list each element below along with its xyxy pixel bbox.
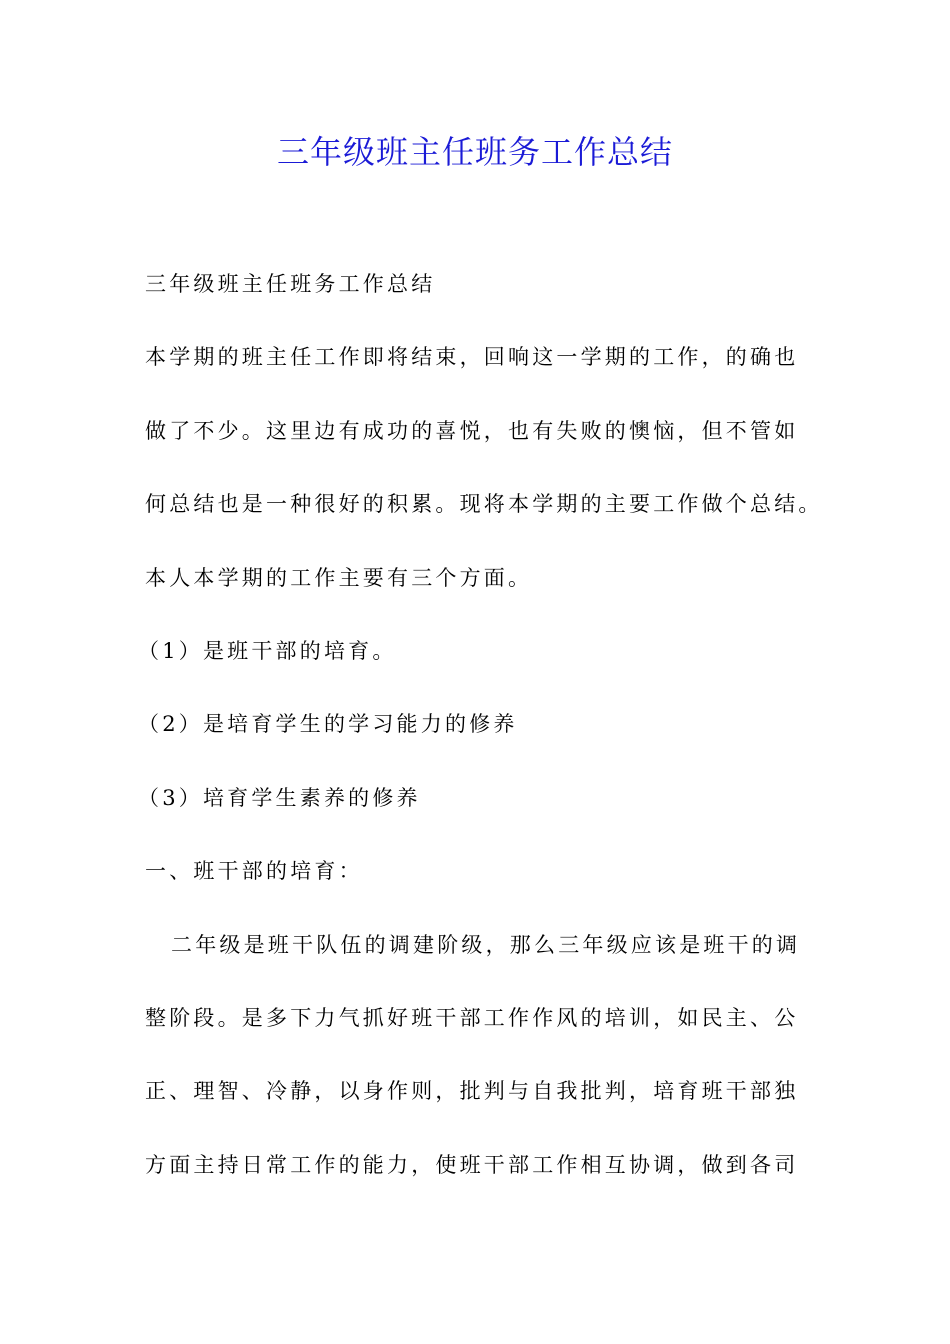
- paragraph-line: 方面主持日常工作的能力，使班干部工作相互协调，做到各司: [145, 1152, 799, 1177]
- paragraph-line: 二年级是班干队伍的调建阶级，那么三年级应该是班干的调: [171, 932, 801, 957]
- subtitle-line: 三年级班主任班务工作总结: [145, 272, 436, 296]
- list-item: （3）培育学生素养的修养: [138, 785, 421, 810]
- paragraph-line: 本学期的班主任工作即将结束，回响这一学期的工作，的确也: [145, 345, 799, 370]
- paragraph-line: 何总结也是一种很好的积累。现将本学期的主要工作做个总结。: [145, 492, 823, 517]
- paragraph-line: 整阶段。是多下力气抓好班干部工作作风的培训，如民主、公: [145, 1005, 799, 1030]
- section-heading: 一、班干部的培育：: [145, 859, 363, 884]
- paragraph-line: 正、理智、冷静，以身作则，批判与自我批判，培育班干部独: [145, 1079, 799, 1104]
- document-body: [138, 262, 825, 1216]
- paragraph-line: 本人本学期的工作主要有三个方面。: [145, 565, 533, 590]
- paragraph-line: 做了不少。这里边有成功的喜悦，也有失败的懊恼，但不管如: [145, 418, 799, 443]
- list-item: （1）是班干部的培育。: [138, 638, 397, 663]
- list-item: （2）是培育学生的学习能力的修养: [138, 712, 518, 737]
- document-title: 三年级班主任班务工作总结: [276, 133, 673, 171]
